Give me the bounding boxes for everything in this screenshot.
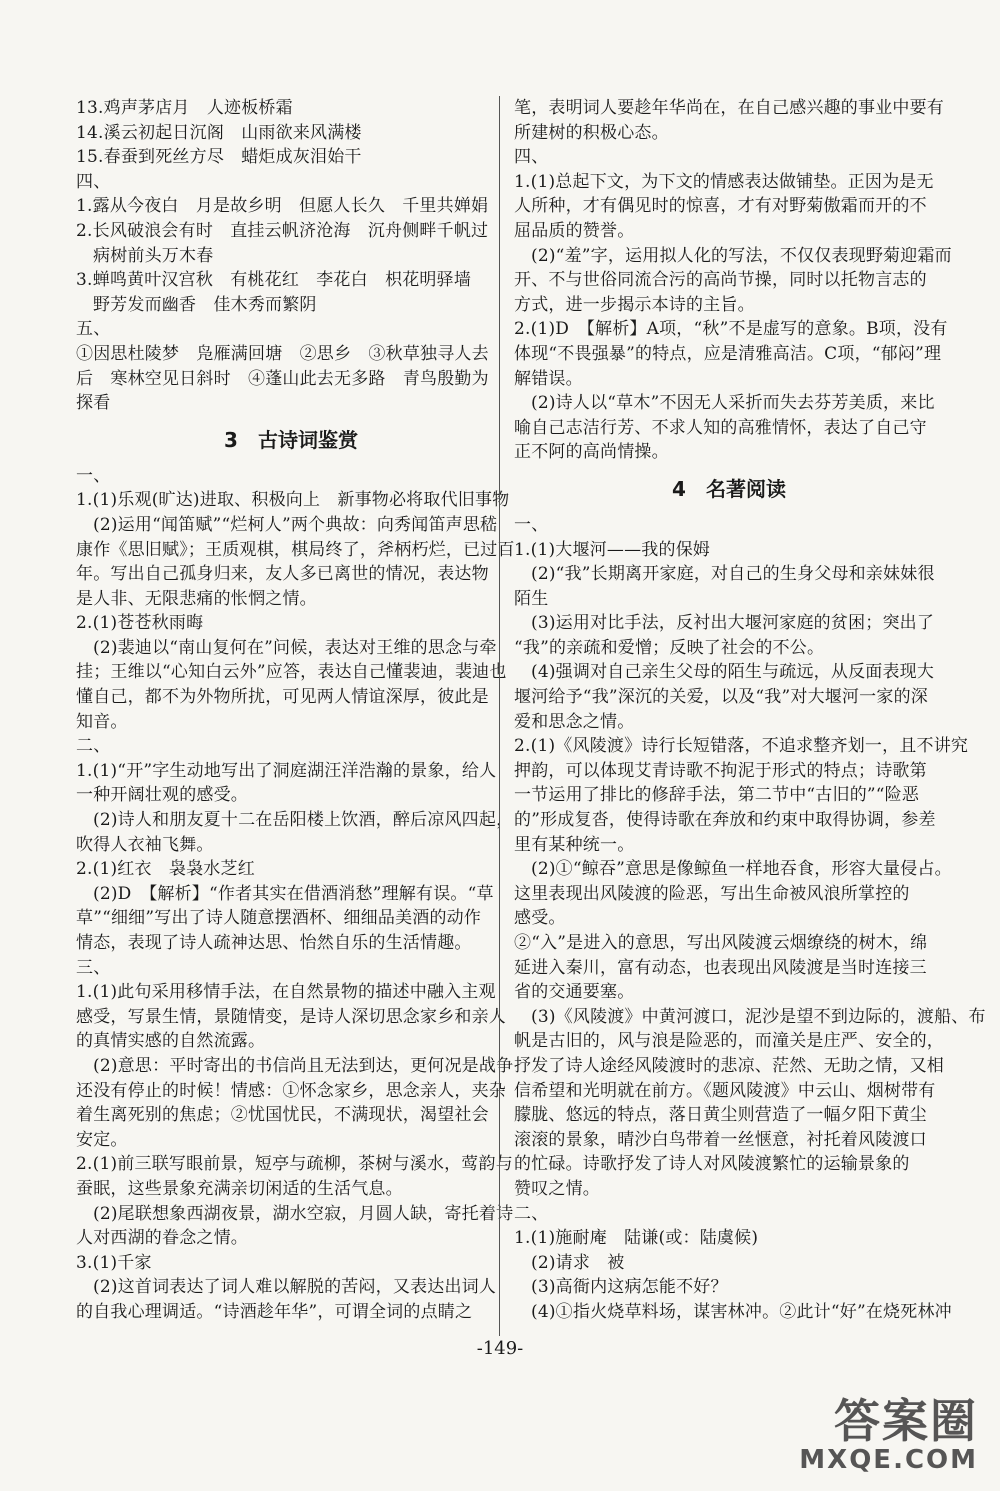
text-line: 2.(1)红衣 袅袅水芝红 (76, 859, 255, 880)
text-line: 正不阿的高尚情操。 (514, 442, 669, 463)
text-line: 野芳发而幽香 佳木秀而繁阴 (93, 294, 317, 315)
text-line: 的自我心理调适。“诗酒趁年华”，可谓全词的点睛之 (76, 1301, 473, 1322)
text-line: 2.(1)《风陵渡》诗行长短错落，不追求整齐划一，且不讲究 (514, 736, 969, 757)
text-line: 13.鸡声茅店月 人迹板桥霜 (76, 98, 293, 118)
text-line: ②“入”是进入的意思，写出风陵渡云烟缭绕的树木，绵 (514, 933, 928, 953)
text-line: (4)①指火烧草料场，谋害林冲。②此计“好”在烧死林冲 (531, 1301, 952, 1322)
text-line: 蚕眠，这些景象充满亲切闲适的生活气息。 (76, 1178, 403, 1199)
text-line: 一种开阔壮观的感受。 (76, 785, 248, 806)
text-line: 抒发了诗人途经风陵渡时的悲凉、茫然、无助之情，又相 (514, 1055, 944, 1076)
text-line: 里有某种统一。 (514, 834, 635, 855)
text-line: 四、 (514, 147, 549, 168)
text-line: (2)请求 被 (531, 1252, 625, 1273)
text-line: (2)“我”长期离开家庭，对自己的生身父母和亲妹妹很 (531, 564, 935, 585)
text-line: 赞叹之情。 (514, 1178, 600, 1199)
text-line: 康作《思旧赋》；王质观棋，棋局终了，斧柄朽烂，已过百 (76, 539, 515, 560)
text-line: 信希望和光明就在前方。《题风陵渡》中云山、烟树带有 (514, 1080, 936, 1101)
text-line: (2)意思：平时寄出的书信尚且无法到达，更何况是战争 (93, 1055, 514, 1076)
text-line: 爱和思念之情。 (514, 711, 635, 732)
text-line: 安定。 (76, 1129, 128, 1150)
text-line: 草”“细细”写出了诗人随意摆酒杯、细细品美酒的动作 (76, 908, 482, 929)
text-line: 情态，表现了诗人疏神达思、怡然自乐的生活情趣。 (76, 933, 472, 953)
section-title: 4 名著阅读 (672, 476, 786, 501)
text-line: 这里表现出风陵渡的险恶，写出生命被风浪所掌控的 (514, 883, 910, 904)
text-line: 2.(1)D 【解析】A项，“秋”不是虚写的意象。B项，没有 (514, 319, 948, 340)
text-line: 14.溪云初起日沉阁 山雨欲来风满楼 (76, 122, 362, 143)
text-line: (4)强调对自己亲生父母的陌生与疏远，从反面表现大 (531, 662, 935, 683)
text-line: 一、 (76, 465, 111, 486)
text-line: 二、 (76, 736, 111, 757)
text-line: (2)尾联想象西湖夜景，湖水空寂，月圆人缺，寄托着诗 (93, 1203, 514, 1224)
text-line: 病树前头万木春 (93, 245, 214, 266)
site-watermark (799, 1396, 978, 1474)
text-line: 喻自己志洁行芳、不求人知的高雅情怀，表达了自己守 (514, 417, 927, 438)
text-line: 滚滚的景象，晴沙白鸟带着一丝惬意，衬托着风陵渡口 (514, 1129, 927, 1150)
text-line: 延进入秦川，富有动态，也表现出风陵渡是当时连接三 (514, 957, 927, 978)
page-number: -149- (476, 1338, 524, 1359)
text-line: 四、 (76, 171, 111, 192)
text-line: 知音。 (76, 711, 128, 732)
text-line: 1.(1)乐观(旷达)进取、积极向上 新事物必将取代旧事物 (76, 490, 510, 511)
text-line: (2)诗人和朋友夏十二在岳阳楼上饮酒，醉后凉风四起， (93, 810, 514, 831)
text-line: 一、 (514, 514, 549, 535)
text-line: 的真情实感的自然流露。 (76, 1031, 266, 1052)
text-line: (2)“羞”字，运用拟人化的写法，不仅仅表现野菊迎霜而 (531, 245, 952, 266)
text-line: (3)高衙内这病怎能不好？ (531, 1277, 728, 1298)
text-line: 体现“不畏强暴”的特点，应是清雅高洁。C项，“郁闷”理 (514, 343, 942, 364)
text-line: (3)《风陵渡》中黄河渡口，泥沙是望不到边际的，渡船、布 (531, 1006, 986, 1027)
text-line: 2.长风破浪会有时 直挂云帆济沧海 沉舟侧畔千帆过 (76, 220, 489, 241)
text-line: 三、 (76, 957, 111, 978)
text-line: 还没有停止的时候！情感：①怀念家乡，思念亲人，夹杂 (76, 1080, 506, 1101)
text-line: 1.(1)总起下文，为下文的情感表达做铺垫。正因为是无 (514, 171, 934, 192)
text-line: 吹得人衣袖飞舞。 (76, 834, 214, 855)
text-line: 2.(1)前三联写眼前景，短亭与疏柳，茶树与溪水，莺韵与 (76, 1154, 513, 1175)
text-line: 解错误。 (514, 368, 583, 389)
text-line: 所建树的积极心态。 (514, 122, 669, 143)
text-line: 年。写出自己孤身归来，友人多已离世的情况，表达物 (76, 564, 489, 585)
text-line: 感受，写景生情，景随情变，是诗人深切思念家乡和亲人 (76, 1006, 506, 1027)
text-line: 1.(1)施耐庵 陆谦(或：陆虞候) (514, 1228, 759, 1249)
text-line: 堰河给予“我”深沉的关爱，以及“我”对大堰河一家的深 (514, 687, 928, 708)
text-line: 3.蝉鸣黄叶汉宫秋 有桃花红 李花白 枳花明驿墙 (76, 270, 472, 291)
text-line: 着生离死别的焦虑；②忧国忧民，不满现状，渴望社会 (76, 1105, 489, 1126)
column-divider (499, 96, 500, 1336)
watermark-logo-text: 答案圈 (834, 1394, 978, 1448)
text-line: 挂；王维以“心知白云外”应答，表达自己懂裴迪，裴迪也 (76, 662, 507, 683)
text-line: 感受。 (514, 908, 566, 929)
text-line: 是人非、无限悲痛的怅惘之情。 (76, 588, 317, 609)
text-line: 押韵，可以体现艾青诗歌不拘泥于形式的特点；诗歌第 (514, 760, 927, 781)
text-line: 省的交通要塞。 (514, 982, 635, 1003)
text-line: 后 寒林空见日斜时 ④蓬山此去无多路 青鸟殷勤为 (76, 368, 489, 389)
text-line: 笔，表明词人要趁年华尚在，在自己感兴趣的事业中要有 (514, 98, 944, 118)
text-line: 人对西湖的眷念之情。 (76, 1228, 248, 1249)
text-line: 1.(1)此句采用移情手法，在自然景物的描述中融入主观 (76, 982, 496, 1003)
text-line: (2)裴迪以“南山复何在”问候，表达对王维的思念与牵 (93, 637, 497, 658)
text-line: 1.(1)“开”字生动地写出了洞庭湖汪洋浩瀚的景象，给人 (76, 760, 497, 781)
left-column (76, 96, 515, 1325)
text-line: (2)这首词表达了词人难以解脱的苦闷，又表达出词人 (93, 1277, 497, 1298)
text-line: “我”的亲疏和爱憎；反映了社会的不公。 (514, 637, 825, 658)
text-line: 2.(1)苍苍秋雨晦 (76, 613, 204, 634)
watermark-url: MXQE.COM (799, 1445, 978, 1475)
text-line: 陌生 (514, 588, 549, 609)
text-line: 方式，进一步揭示本诗的主旨。 (514, 294, 755, 315)
text-line: 3.(1)千家 (76, 1252, 152, 1273)
text-line: 1.露从今夜白 月是故乡明 但愿人长久 千里共婵娟 (76, 196, 489, 217)
text-line: 探看 (76, 393, 111, 414)
text-line: 帆是古旧的，风与浪是险恶的，而潼关是庄严、安全的， (514, 1031, 944, 1052)
text-line: 1.(1)大堰河——我的保姆 (514, 539, 711, 560)
text-line: 的”形成复沓，使得诗歌在奔放和约束中取得协调，参差 (514, 810, 936, 831)
text-line: (2)诗人以“草木”不因无人采折而失去芬芳美质，来比 (531, 393, 935, 414)
text-line: 二、 (514, 1203, 549, 1224)
right-column (514, 96, 986, 1325)
section-title: 3 古诗词鉴赏 (224, 427, 358, 452)
text-line: 懂自己，都不为外物所扰，可见两人情谊深厚，彼此是 (76, 687, 489, 708)
text-line: (2)运用“闻笛赋”“烂柯人”两个典故：向秀闻笛声思嵇 (93, 514, 498, 535)
text-line: 朦胧、悠远的特点，落日黄尘则营造了一幅夕阳下黄尘 (514, 1105, 927, 1126)
text-line: 人所种，才有偶见时的惊喜，才有对野菊傲霜而开的不 (514, 196, 927, 217)
text-line: 的忙碌。诗歌抒发了诗人对风陵渡繁忙的运输景象的 (514, 1154, 910, 1175)
text-line: (2)D 【解析】“作者其实在借酒消愁”理解有误。“草 (93, 883, 494, 904)
text-line: 五、 (76, 319, 111, 340)
text-line: 开、不与世俗同流合污的高尚节操，同时以托物言志的 (514, 270, 927, 291)
text-line: (3)运用对比手法，反衬出大堰河家庭的贫困；突出了 (531, 613, 935, 634)
text-line: 15.春蚕到死丝方尽 蜡炬成灰泪始干 (76, 147, 362, 168)
text-line: (2)①“鲸吞”意思是像鲸鱼一样地吞食，形容大量侵占。 (531, 859, 952, 880)
text-line: ①因思杜陵梦 凫雁满回塘 ②思乡 ③秋草独寻人去 (76, 343, 489, 364)
text-line: 一节运用了排比的修辞手法，第二节中“古旧的”“险恶 (514, 785, 920, 806)
text-line: 屈品质的赞誉。 (514, 220, 635, 241)
